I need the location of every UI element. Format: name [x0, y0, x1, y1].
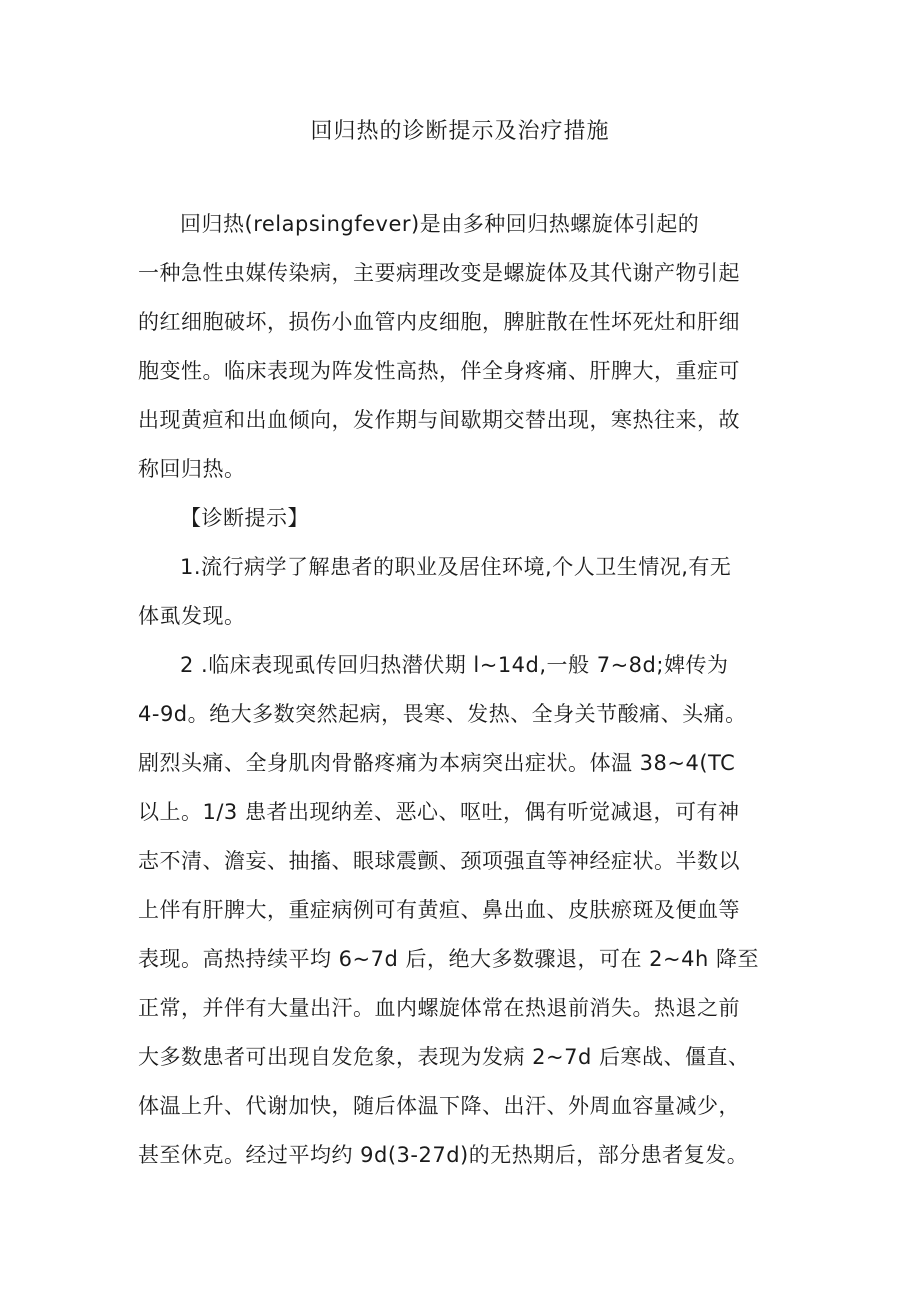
item2-line-8: 正常，并伴有大量出汗。血内螺旋体常在热退前消失。热退之前	[138, 996, 740, 1020]
item2-line-10: 体温上升、代谢加快，随后体温下降、出汗、外周血容量减少，	[138, 1094, 740, 1118]
item2-line-5: 志不清、澹妄、抽搐、眼球震颤、颈项强直等神经症状。半数以	[138, 849, 740, 873]
item1-line-1: 1.流行病学了解患者的职业及居住环境,个人卫生情况,有无	[180, 555, 732, 579]
intro-line-3: 的红细胞破坏，损伤小血管内皮细胞，脾脏散在性坏死灶和肝细	[138, 310, 740, 334]
item2-line-1: 2 .临床表现虱传回归热潜伏期 l~14d,一般 7~8d;婢传为	[180, 653, 729, 677]
item2-line-11: 甚至休克。经过平均约 9d(3-27d)的无热期后，部分患者复发。	[138, 1143, 749, 1167]
item2-line-6: 上伴有肝脾大，重症病例可有黄疸、鼻出血、皮肤瘀斑及便血等	[138, 898, 740, 922]
item1-line-2: 体虱发现。	[138, 604, 246, 628]
item2-line-7: 表现。高热持续平均 6~7d 后，绝大多数骤退，可在 2~4h 降至	[138, 947, 759, 971]
item2-line-9: 大多数患者可出现自发危象，表现为发病 2~7d 后寒战、僵直、	[138, 1045, 750, 1069]
item2-line-3: 剧烈头痛、全身肌肉骨骼疼痛为本病突出症状。体温 38~4(TC	[138, 751, 736, 775]
intro-line-2: 一种急性虫媒传染病，主要病理改变是螺旋体及其代谢产物引起	[138, 261, 740, 285]
intro-line-5: 出现黄疸和出血倾向，发作期与间歇期交替出现，寒热往来，故	[138, 408, 740, 432]
item2-line-2: 4-9d。绝大多数突然起病，畏寒、发热、全身关节酸痛、头痛。	[138, 702, 747, 726]
item2-line-4: 以上。1/3 患者出现纳差、恶心、呕吐，偶有听觉减退，可有神	[138, 800, 740, 824]
intro-line-4: 胞变性。临床表现为阵发性高热，伴全身疼痛、肝脾大，重症可	[138, 359, 740, 383]
section-heading: 【诊断提示】	[180, 506, 309, 530]
intro-line-6: 称回归热。	[138, 457, 246, 481]
document-title: 回归热的诊断提示及治疗措施	[310, 119, 610, 144]
intro-line-1: 回归热(relapsingfever)是由多种回归热螺旋体引起的	[180, 212, 700, 236]
